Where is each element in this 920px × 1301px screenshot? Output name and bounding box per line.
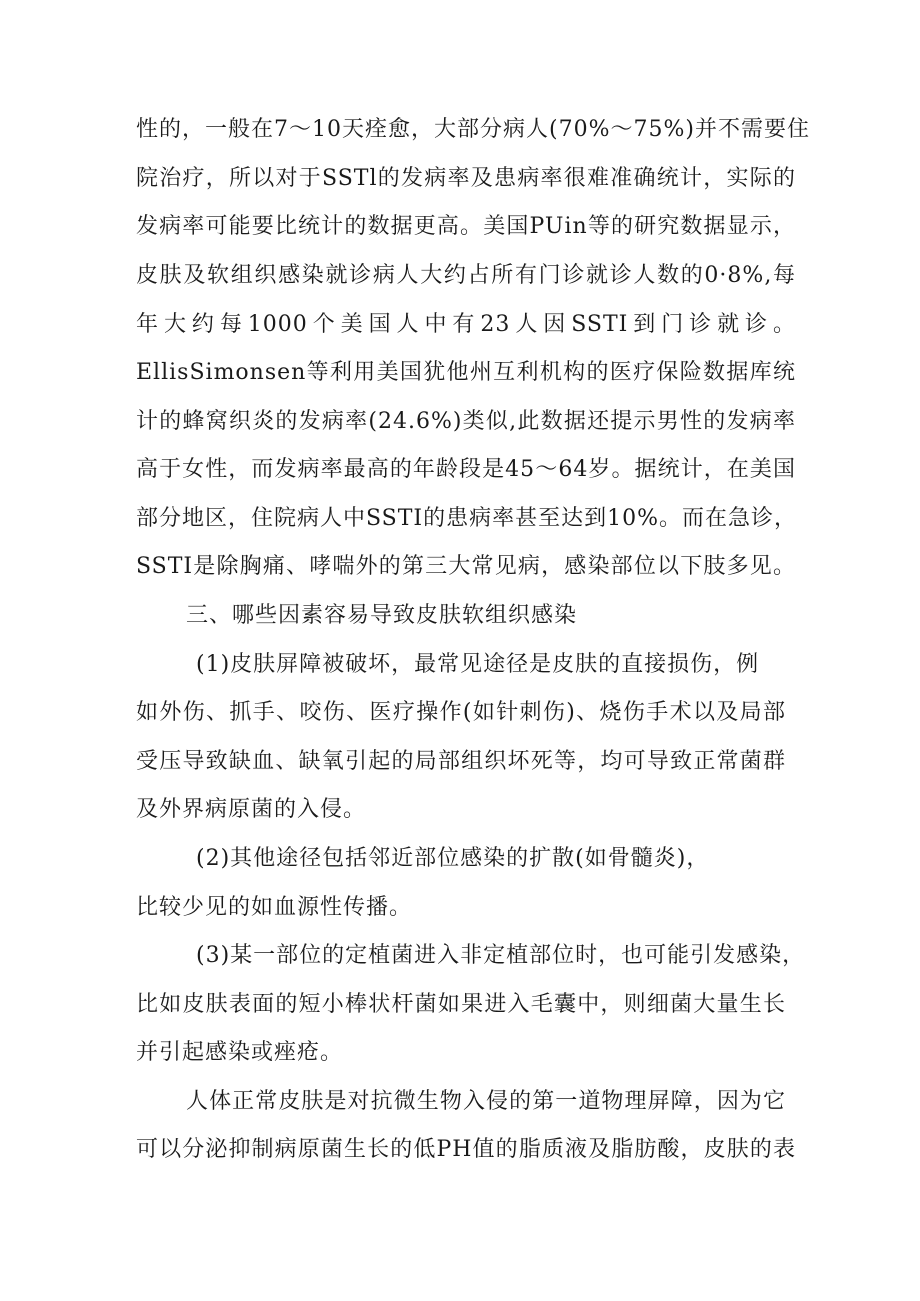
section-heading: 三、哪些因素容易导致皮肤软组织感染 bbox=[186, 603, 578, 628]
body-text-line: 可以分泌抑制病原菌生长的低PH值的脂质液及脂肪酸，皮肤的表 bbox=[136, 1137, 796, 1162]
body-text-line: 受压导致缺血、缺氧引起的局部组织坏死等，均可导致正常菌群 bbox=[136, 749, 786, 774]
body-text-line: EllisSimonsen等利用美国犹他州互利机构的医疗保险数据库统 bbox=[136, 360, 796, 385]
body-text-line: SSTI是除胸痛、哮喘外的第三大常见病，感染部位以下肢多见。 bbox=[136, 554, 796, 579]
list-item-2-start: (2)其他途径包括邻近部位感染的扩散(如骨髓炎)， bbox=[196, 846, 710, 871]
body-text-line: 部分地区，住院病人中SSTI的患病率甚至达到10%。而在急诊， bbox=[136, 506, 798, 531]
list-item-1-start: (1)皮肤屏障被破坏，最常见途径是皮肤的直接损伤，例 bbox=[196, 652, 760, 677]
body-text-line: 如外伤、抓手、咬伤、医疗操作(如针刺伤)、烧伤手术以及局部 bbox=[136, 700, 786, 725]
body-text-line: 比较少见的如血源性传播。 bbox=[136, 895, 413, 920]
body-text-line: 比如皮肤表面的短小棒状杆菌如果进入毛囊中，则细菌大量生长 bbox=[136, 992, 786, 1017]
body-text-line: 皮肤及软组织感染就诊病人大约占所有门诊就诊人数的0·8%,每 bbox=[136, 263, 796, 288]
body-text-line: 高于女性，而发病率最高的年龄段是45～64岁。据统计，在美国 bbox=[136, 457, 796, 482]
body-text-line: 性的，一般在7～10天痊愈，大部分病人(70%～75%)并不需要住 bbox=[136, 117, 810, 142]
body-text-line: 计的蜂窝织炎的发病率(24.6%)类似,此数据还提示男性的发病率 bbox=[136, 409, 796, 434]
body-text-line: 年大约每1000个美国人中有23人因SSTI到门诊就诊。 bbox=[136, 312, 796, 337]
paragraph-start: 人体正常皮肤是对抗微生物入侵的第一道物理屏障，因为它 bbox=[186, 1089, 786, 1114]
body-text-line: 发病率可能要比统计的数据更高。美国PUin等的研究数据显示， bbox=[136, 214, 796, 239]
body-text-line: 院治疗，所以对于SSTl的发病率及患病率很难准确统计，实际的 bbox=[136, 166, 796, 191]
body-text-line: 并引起感染或痤疮。 bbox=[136, 1040, 344, 1065]
body-text-line: 及外界病原菌的入侵。 bbox=[136, 797, 367, 822]
list-item-3-start: (3)某一部位的定植菌进入非定植部位时，也可能引发感染， bbox=[196, 943, 806, 968]
